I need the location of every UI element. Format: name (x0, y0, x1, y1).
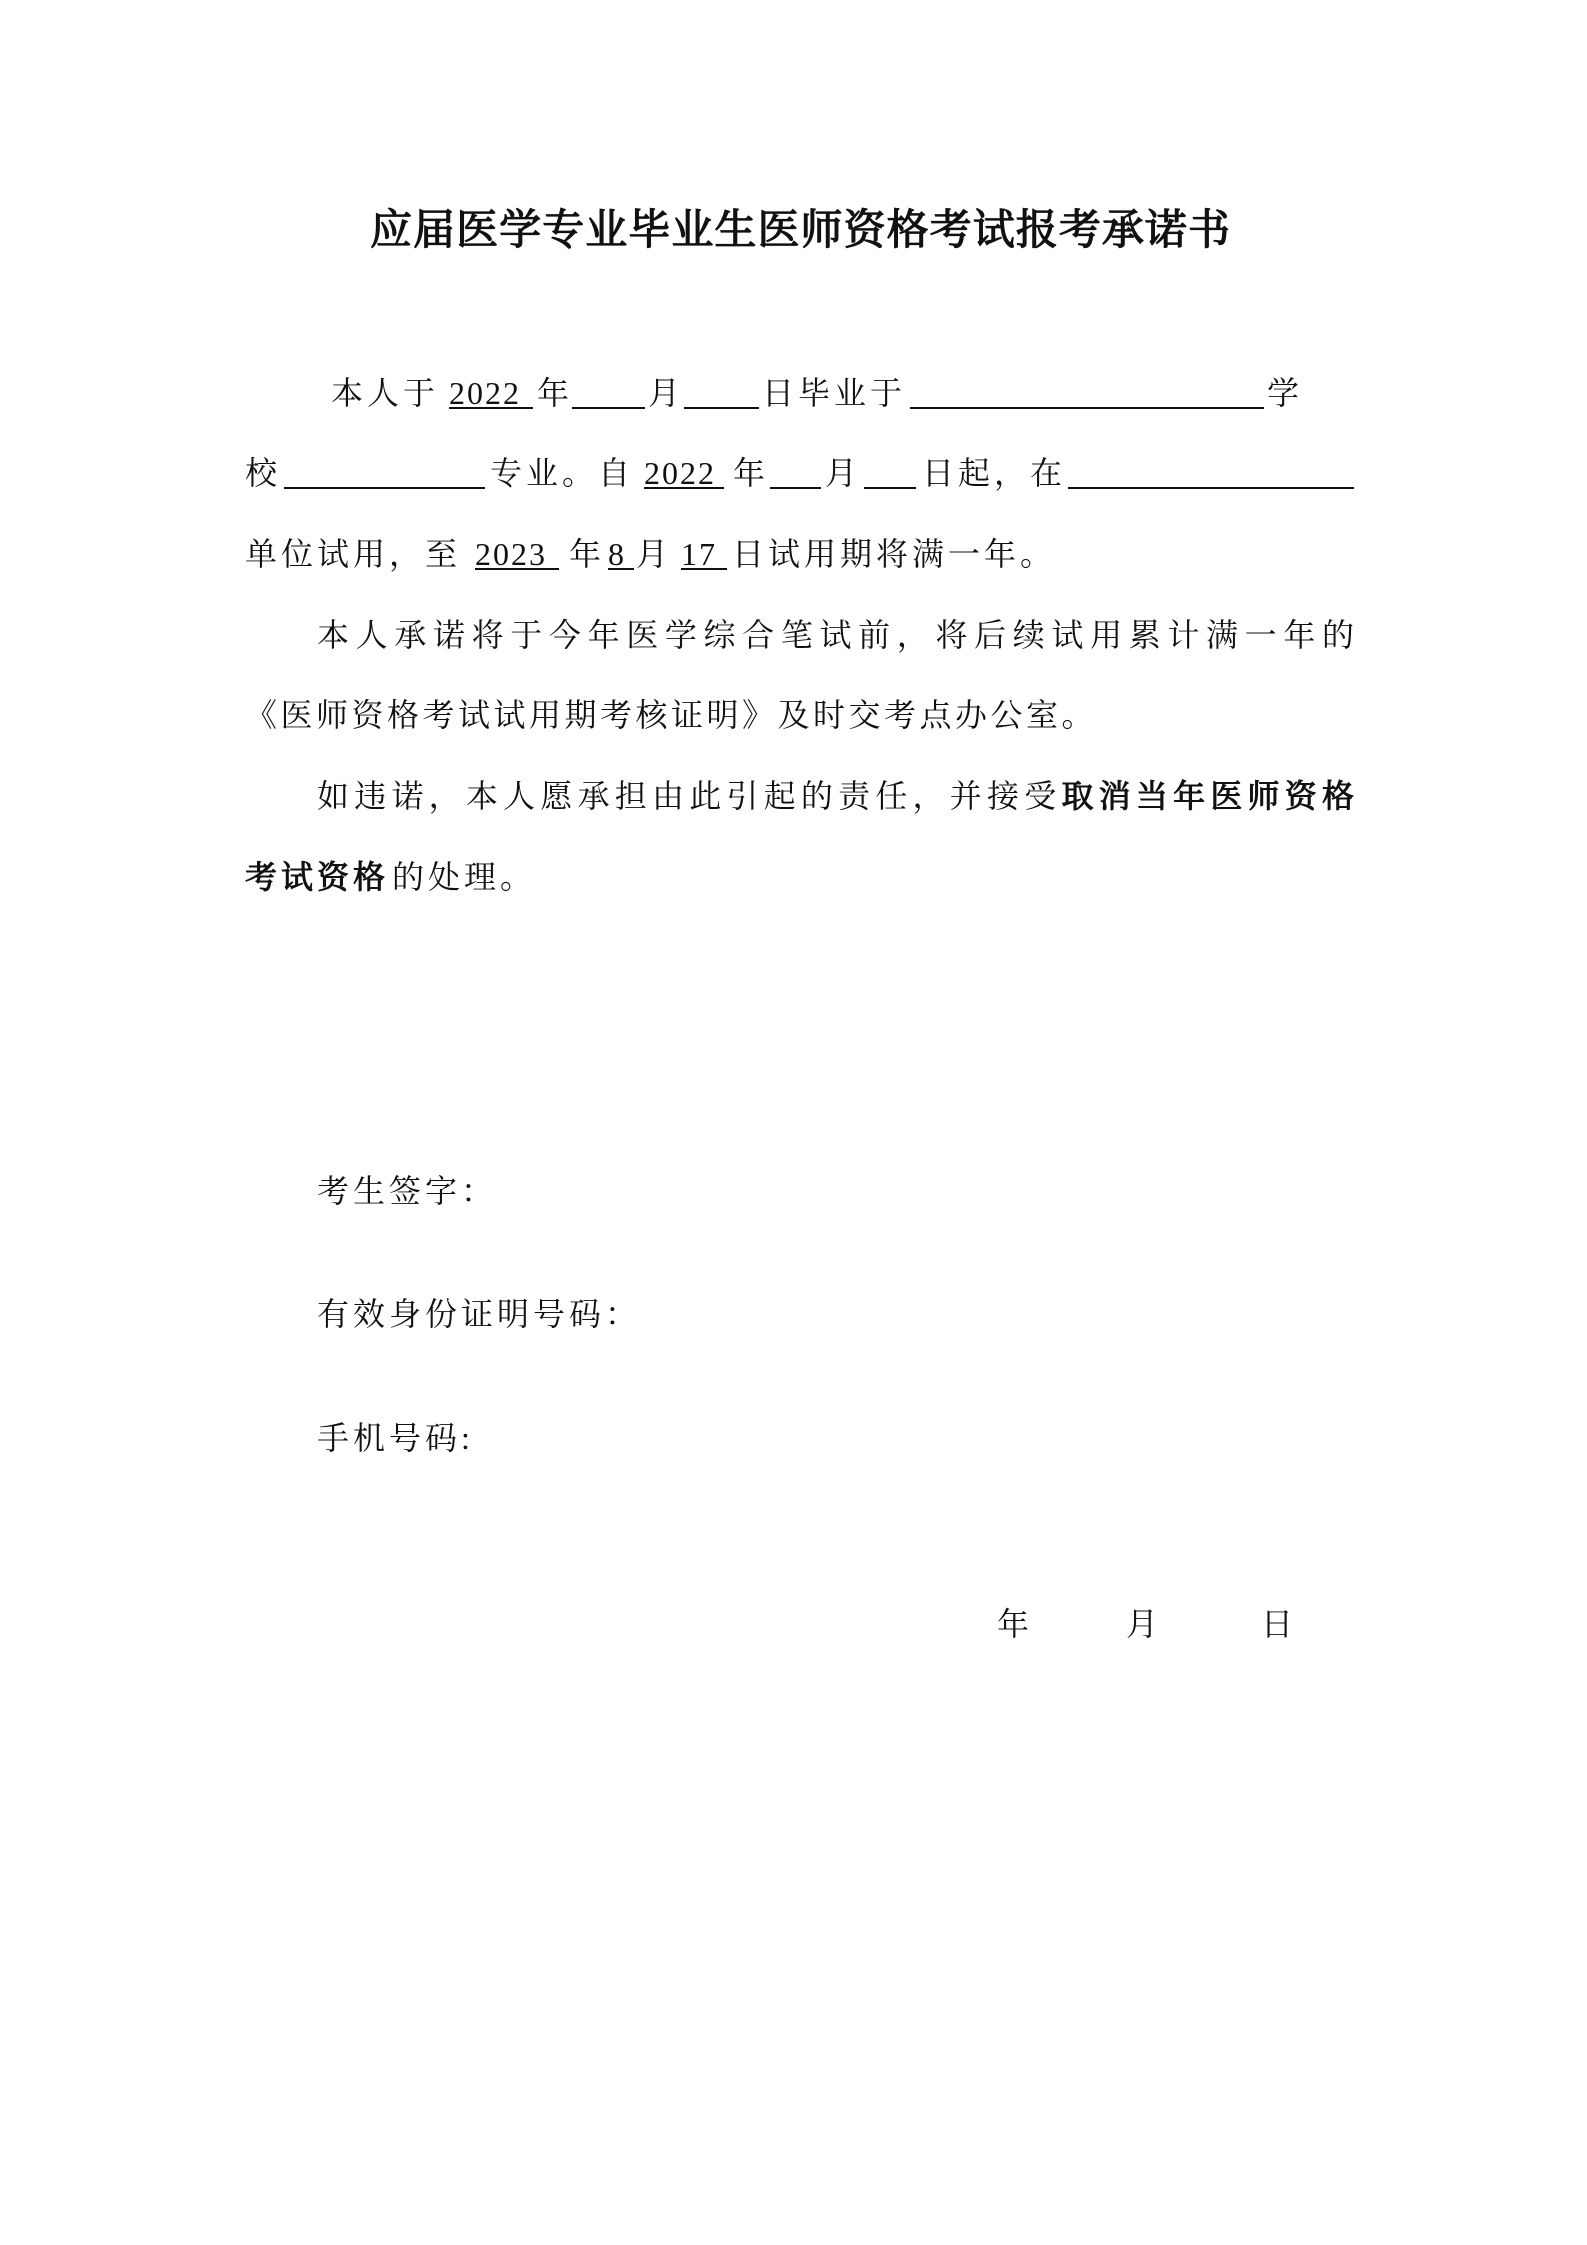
exam-qualification-bold-text: 考试资格 (245, 859, 390, 895)
date-row (0, 1604, 1587, 1644)
id-number-label: 有效身份证明号码： (317, 1296, 642, 1332)
date-year-char: 年 (997, 1606, 1034, 1642)
unit-trial-text: 单位试用，至 (245, 536, 462, 572)
pledge-line-7 (0, 857, 1587, 897)
major-blank (284, 453, 485, 489)
graduation-year-char: 年 (537, 375, 574, 411)
handling-text: 的处理。 (392, 859, 537, 895)
graduation-month-char: 月 (648, 375, 685, 411)
school-word-part1: 学 (1267, 375, 1304, 411)
pledge-prefix: 本人于 (331, 375, 440, 411)
graduation-month-blank (572, 373, 645, 409)
violation-sentence (317, 776, 1354, 816)
disqualification-bold-text: 取消当年医师资格 (1061, 778, 1354, 814)
certificate-submission-text: 《医师资格考试试用期考核证明》及时交考点办公室。 (245, 697, 1098, 733)
trial-end-day: 17 (681, 534, 727, 570)
day-at-text: 日起，在 (922, 455, 1067, 491)
school-name-blank (910, 373, 1264, 409)
phone-row (0, 1418, 1587, 1458)
violation-text: 如违诺，本人愿承担由此引起的责任，并接受 (317, 778, 1062, 814)
trial-start-month-blank (770, 453, 821, 489)
pledge-line-6 (0, 776, 1587, 816)
trial-end-suffix: 日试用期将满一年。 (732, 536, 1057, 572)
trial-start-day-blank (864, 453, 916, 489)
commitment-text: 本人承诺将于今年医学综合笔试前，将后续试用累计满一年的 (317, 617, 1354, 653)
trial-start-year: 2022 (644, 453, 724, 489)
page-title: 应届医学专业毕业生医师资格考试报考承诺书 (370, 208, 1230, 254)
date-month-char: 月 (1126, 1606, 1163, 1642)
work-unit-blank (1068, 453, 1354, 489)
pledge-line-3 (0, 534, 1587, 574)
pledge-line-1 (0, 373, 1587, 413)
id-number-row (0, 1294, 1587, 1334)
trial-end-year-char: 年 (569, 536, 606, 572)
pledge-line-5 (0, 695, 1587, 735)
trial-end-year: 2023 (475, 534, 559, 570)
trial-start-year-char: 年 (733, 455, 770, 491)
graduation-day-blank (684, 373, 759, 409)
candidate-signature-label: 考生签字： (317, 1173, 498, 1209)
date-day-char: 日 (1261, 1606, 1298, 1642)
graduated-from-text: 日毕业于 (762, 375, 907, 411)
pledge-line-4 (0, 615, 1587, 655)
pledge-line-2 (0, 453, 1587, 493)
trial-end-month: 8 (608, 534, 634, 570)
trial-start-month-char: 月 (825, 455, 862, 491)
signature-row (0, 1171, 1587, 1211)
phone-number-label: 手机号码: (317, 1420, 474, 1456)
major-from-text: 专业。自 (490, 455, 635, 491)
graduation-year: 2022 (449, 373, 533, 409)
trial-end-month-char: 月 (636, 536, 673, 572)
school-word-part2: 校 (245, 455, 282, 491)
